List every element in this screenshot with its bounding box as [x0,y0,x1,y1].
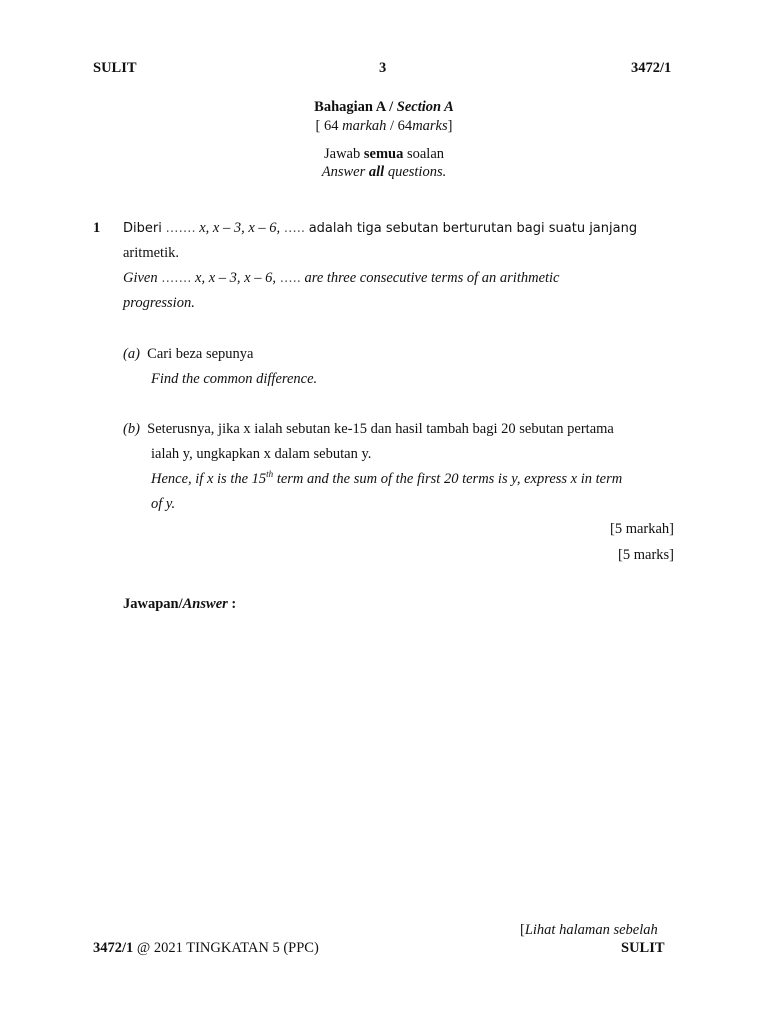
instr-en-bold: all [368,164,385,180]
instruction-ms [0,146,768,163]
stem-ms-diberi: Diberi [123,221,162,236]
question-stem-ms-line1 [123,220,637,237]
stem-en-text: are three consecutive terms of an arithmetic [304,270,560,286]
turn-page-text: Lihat halaman sebelah [524,922,658,938]
ordinal-superscript: th [266,469,274,480]
stem-ms-text: adalah tiga sebutan berturutan bagi suatu janjang [308,221,638,236]
footer-copyright: @ 2021 TINGKATAN 5 (PPC) [136,940,319,956]
part-a-label: (a) [123,346,140,362]
part-b-en-text: Hence, if x is the 15 [151,471,267,487]
instr-en-text-2: questions. [387,164,447,180]
part-a-ms [123,346,253,363]
marks-ms: markah [342,118,387,134]
part-b-ms-text: Seterusnya, jika x ialah sebutan ke-15 dan hasil tambah bagi 20 sebutan pertama [147,421,614,437]
turn-page-bracket: [ [520,922,525,938]
stem-ms-terms: x, x – 3, x – 6, [199,220,281,236]
marks-en: marks [412,118,448,134]
question-stem-ms-line2: aritmetik. [123,245,179,261]
header-sulit: SULIT [93,60,137,76]
answer-en: Answer [182,596,228,612]
answer-ms: Jawapan/ [123,596,183,612]
instr-ms-text-2: soalan [406,146,445,162]
footer-sulit: SULIT [621,940,665,956]
marks-open: [ 64 [315,118,339,134]
footer-code [93,940,319,957]
marks-ms-label: [5 markah] [609,521,674,537]
marks-close: ] [447,118,453,134]
part-b-label: (b) [123,421,140,437]
question-stem-en-line2: progression. [123,295,195,311]
part-a-ms-text: Cari beza sepunya [147,346,254,362]
stem-en-terms: x, x – 3, x – 6, [195,270,276,286]
question-stem-en-line1 [123,270,560,287]
stem-en-dots: ……. [161,271,192,286]
section-title-ms: Bahagian A / [314,99,394,115]
part-b-ms-line2: ialah y, ungkapkan x dalam sebutan y. [151,446,372,462]
section-title-en: Section A [396,99,454,115]
stem-ms-dots-2: ….. [283,221,306,236]
stem-en-dots-2: ….. [279,271,301,286]
instr-ms-bold: semua [363,146,404,162]
section-title [0,99,768,116]
marks-sep: / 64 [390,118,413,134]
part-b-en-line2: of y. [151,496,176,512]
answer-space[interactable] [123,625,673,905]
marks-en-label: [5 marks] [618,547,674,563]
section-marks [0,118,768,135]
paper-code: 3472/1 [631,60,672,76]
stem-en-given: Given [123,270,158,286]
part-b-en-line1 [151,471,622,488]
part-b-en-text-2: term and the sum of the first 20 terms is y, express x in term [276,471,623,487]
instruction-en [0,164,768,181]
answer-colon: : [231,596,237,612]
turn-page-note [520,922,658,939]
question-number: 1 [93,220,101,236]
instr-ms-text: Jawab [323,146,361,162]
footer-paper-code: 3472/1 [93,940,134,956]
answer-label [123,596,236,613]
page-number: 3 [379,60,387,76]
part-b-ms-line1 [123,421,614,438]
stem-ms-dots: ……. [165,221,196,236]
part-a-en: Find the common difference. [151,371,318,387]
instr-en-text: Answer [321,164,366,180]
